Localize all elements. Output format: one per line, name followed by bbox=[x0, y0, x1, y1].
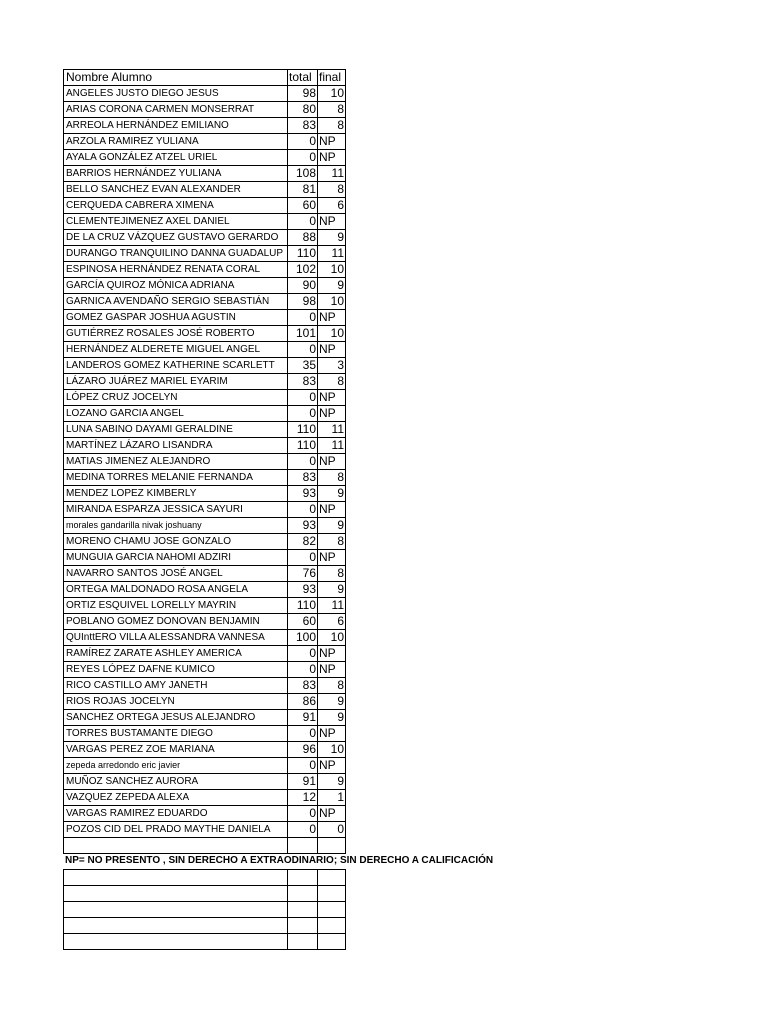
student-row bbox=[64, 790, 346, 806]
student-final: 10 bbox=[318, 262, 346, 278]
student-final: 9 bbox=[318, 518, 346, 534]
student-total: 110 bbox=[288, 246, 318, 262]
student-total: 35 bbox=[288, 358, 318, 374]
blank-cell bbox=[318, 902, 346, 918]
student-final: NP bbox=[318, 662, 346, 678]
student-total: 100 bbox=[288, 630, 318, 646]
student-row bbox=[64, 342, 346, 358]
student-total: 91 bbox=[288, 774, 318, 790]
student-row bbox=[64, 150, 346, 166]
student-total: 0 bbox=[288, 390, 318, 406]
student-row bbox=[64, 486, 346, 502]
student-total: 93 bbox=[288, 582, 318, 598]
student-final: 10 bbox=[318, 326, 346, 342]
student-final: NP bbox=[318, 406, 346, 422]
student-name: MARTÍNEZ LÁZARO LISANDRA bbox=[64, 438, 288, 454]
student-row bbox=[64, 310, 346, 326]
student-final: NP bbox=[318, 390, 346, 406]
student-row bbox=[64, 86, 346, 102]
student-row bbox=[64, 758, 346, 774]
student-row bbox=[64, 390, 346, 406]
empty-cell bbox=[288, 838, 318, 854]
student-row bbox=[64, 182, 346, 198]
student-row bbox=[64, 134, 346, 150]
student-final: 8 bbox=[318, 470, 346, 486]
student-name: ARZOLA RAMIREZ YULIANA bbox=[64, 134, 288, 150]
student-name: ORTIZ ESQUIVEL LORELLY MAYRIN bbox=[64, 598, 288, 614]
student-row bbox=[64, 822, 346, 838]
student-row bbox=[64, 630, 346, 646]
student-final: NP bbox=[318, 806, 346, 822]
student-row bbox=[64, 230, 346, 246]
header-row bbox=[64, 70, 346, 86]
student-total: 96 bbox=[288, 742, 318, 758]
student-row bbox=[64, 198, 346, 214]
student-total: 93 bbox=[288, 518, 318, 534]
student-final: 11 bbox=[318, 246, 346, 262]
student-name: MORENO CHAMU JOSE GONZALO bbox=[64, 534, 288, 550]
student-final: 8 bbox=[318, 534, 346, 550]
student-total: 0 bbox=[288, 758, 318, 774]
student-name: GARNICA AVENDAÑO SERGIO SEBASTIÁN bbox=[64, 294, 288, 310]
blank-row bbox=[64, 886, 346, 902]
blank-cell bbox=[64, 934, 288, 950]
student-total: 83 bbox=[288, 118, 318, 134]
blank-cell bbox=[288, 870, 318, 886]
student-final: 3 bbox=[318, 358, 346, 374]
student-row bbox=[64, 806, 346, 822]
student-row bbox=[64, 726, 346, 742]
student-total: 110 bbox=[288, 422, 318, 438]
empty-cell bbox=[64, 838, 288, 854]
student-row bbox=[64, 422, 346, 438]
student-final: 9 bbox=[318, 582, 346, 598]
student-final: 10 bbox=[318, 86, 346, 102]
student-total: 0 bbox=[288, 310, 318, 326]
student-total: 0 bbox=[288, 214, 318, 230]
student-total: 82 bbox=[288, 534, 318, 550]
student-total: 12 bbox=[288, 790, 318, 806]
student-name: VARGAS PEREZ ZOE MARIANA bbox=[64, 742, 288, 758]
student-name: BARRIOS HERNÁNDEZ YULIANA bbox=[64, 166, 288, 182]
student-row bbox=[64, 246, 346, 262]
header-total: total bbox=[288, 70, 318, 86]
student-name: ANGELES JUSTO DIEGO JESUS bbox=[64, 86, 288, 102]
student-total: 90 bbox=[288, 278, 318, 294]
grades-table bbox=[63, 69, 346, 854]
student-name: ORTEGA MALDONADO ROSA ANGELA bbox=[64, 582, 288, 598]
student-final: 9 bbox=[318, 230, 346, 246]
student-final: NP bbox=[318, 758, 346, 774]
student-name: HERNÁNDEZ ALDERETE MIGUEL ANGEL bbox=[64, 342, 288, 358]
student-name: morales gandarilla nivak joshuany bbox=[64, 518, 288, 534]
student-final: 8 bbox=[318, 118, 346, 134]
student-final: NP bbox=[318, 502, 346, 518]
student-total: 93 bbox=[288, 486, 318, 502]
student-total: 110 bbox=[288, 438, 318, 454]
student-final: 11 bbox=[318, 598, 346, 614]
student-name: MENDEZ LOPEZ KIMBERLY bbox=[64, 486, 288, 502]
student-row bbox=[64, 406, 346, 422]
student-final: NP bbox=[318, 646, 346, 662]
blank-cell bbox=[318, 934, 346, 950]
student-total: 0 bbox=[288, 502, 318, 518]
blank-cell bbox=[64, 918, 288, 934]
student-row bbox=[64, 582, 346, 598]
student-final: 11 bbox=[318, 438, 346, 454]
student-name: GOMEZ GASPAR JOSHUA AGUSTIN bbox=[64, 310, 288, 326]
student-final: 11 bbox=[318, 166, 346, 182]
student-row bbox=[64, 214, 346, 230]
student-row bbox=[64, 518, 346, 534]
blank-cell bbox=[64, 886, 288, 902]
student-row bbox=[64, 438, 346, 454]
student-row bbox=[64, 262, 346, 278]
student-row bbox=[64, 566, 346, 582]
student-total: 102 bbox=[288, 262, 318, 278]
student-row bbox=[64, 694, 346, 710]
student-name: LÓPEZ CRUZ JOCELYN bbox=[64, 390, 288, 406]
empty-cell bbox=[318, 838, 346, 854]
student-name: QUInttERO VILLA ALESSANDRA VANNESA bbox=[64, 630, 288, 646]
student-row bbox=[64, 166, 346, 182]
student-final: 8 bbox=[318, 566, 346, 582]
footnote: NP= NO PRESENTO , SIN DERECHO A EXTRAODINARIO; SIN DERECHO A CALIFICACIÓN bbox=[65, 855, 494, 866]
student-row bbox=[64, 454, 346, 470]
student-name: LÁZARO JUÁREZ MARIEL EYARIM bbox=[64, 374, 288, 390]
student-name: GARCÍA QUIROZ MÓNICA ADRIANA bbox=[64, 278, 288, 294]
student-final: 10 bbox=[318, 742, 346, 758]
student-name: DURANGO TRANQUILINO DANNA GUADALUP bbox=[64, 246, 288, 262]
student-row bbox=[64, 502, 346, 518]
student-final: 1 bbox=[318, 790, 346, 806]
student-name: LANDEROS GOMEZ KATHERINE SCARLETT bbox=[64, 358, 288, 374]
student-row bbox=[64, 102, 346, 118]
student-final: 8 bbox=[318, 102, 346, 118]
student-name: VARGAS RAMIREZ EDUARDO bbox=[64, 806, 288, 822]
student-final: NP bbox=[318, 454, 346, 470]
student-total: 80 bbox=[288, 102, 318, 118]
student-final: 8 bbox=[318, 374, 346, 390]
student-total: 0 bbox=[288, 806, 318, 822]
student-total: 0 bbox=[288, 134, 318, 150]
student-total: 88 bbox=[288, 230, 318, 246]
student-total: 91 bbox=[288, 710, 318, 726]
student-final: 9 bbox=[318, 278, 346, 294]
student-final: NP bbox=[318, 134, 346, 150]
blank-row bbox=[64, 902, 346, 918]
blank-cell bbox=[288, 934, 318, 950]
student-total: 108 bbox=[288, 166, 318, 182]
student-name: RIOS ROJAS JOCELYN bbox=[64, 694, 288, 710]
student-final: 0 bbox=[318, 822, 346, 838]
student-final: 11 bbox=[318, 422, 346, 438]
student-row bbox=[64, 326, 346, 342]
student-name: MUNGUIA GARCIA NAHOMI ADZIRI bbox=[64, 550, 288, 566]
student-final: 6 bbox=[318, 198, 346, 214]
blank-cell bbox=[64, 870, 288, 886]
student-total: 0 bbox=[288, 662, 318, 678]
student-row bbox=[64, 358, 346, 374]
student-row bbox=[64, 470, 346, 486]
student-name: ESPINOSA HERNÁNDEZ RENATA CORAL bbox=[64, 262, 288, 278]
student-total: 0 bbox=[288, 646, 318, 662]
student-total: 0 bbox=[288, 822, 318, 838]
student-final: NP bbox=[318, 550, 346, 566]
student-total: 101 bbox=[288, 326, 318, 342]
student-name: MATIAS JIMENEZ ALEJANDRO bbox=[64, 454, 288, 470]
student-total: 60 bbox=[288, 614, 318, 630]
student-name: POBLANO GOMEZ DONOVAN BENJAMIN bbox=[64, 614, 288, 630]
student-total: 0 bbox=[288, 726, 318, 742]
student-name: TORRES BUSTAMANTE DIEGO bbox=[64, 726, 288, 742]
student-name: ARREOLA HERNÁNDEZ EMILIANO bbox=[64, 118, 288, 134]
student-name: SANCHEZ ORTEGA JESUS ALEJANDRO bbox=[64, 710, 288, 726]
student-row bbox=[64, 774, 346, 790]
empty-row bbox=[64, 838, 346, 854]
header-final: final bbox=[318, 70, 346, 86]
student-row bbox=[64, 118, 346, 134]
student-total: 0 bbox=[288, 406, 318, 422]
blank-cell bbox=[318, 886, 346, 902]
student-final: 10 bbox=[318, 294, 346, 310]
student-total: 0 bbox=[288, 342, 318, 358]
student-total: 0 bbox=[288, 454, 318, 470]
blank-row bbox=[64, 918, 346, 934]
student-name: zepeda arredondo eric javier bbox=[64, 758, 288, 774]
student-total: 83 bbox=[288, 374, 318, 390]
student-total: 81 bbox=[288, 182, 318, 198]
blank-cell bbox=[288, 902, 318, 918]
student-name: MEDINA TORRES MELANIE FERNANDA bbox=[64, 470, 288, 486]
student-total: 86 bbox=[288, 694, 318, 710]
student-name: ARIAS CORONA CARMEN MONSERRAT bbox=[64, 102, 288, 118]
student-name: GUTIÉRREZ ROSALES JOSÉ ROBERTO bbox=[64, 326, 288, 342]
student-row bbox=[64, 678, 346, 694]
student-row bbox=[64, 374, 346, 390]
student-row bbox=[64, 662, 346, 678]
blank-cell bbox=[318, 870, 346, 886]
blank-row bbox=[64, 934, 346, 950]
student-row bbox=[64, 534, 346, 550]
student-total: 83 bbox=[288, 470, 318, 486]
student-total: 60 bbox=[288, 198, 318, 214]
student-name: VAZQUEZ ZEPEDA ALEXA bbox=[64, 790, 288, 806]
blank-rows-table bbox=[63, 869, 346, 950]
student-final: 9 bbox=[318, 774, 346, 790]
student-final: NP bbox=[318, 214, 346, 230]
header-name: Nombre Alumno bbox=[64, 70, 288, 86]
student-total: 83 bbox=[288, 678, 318, 694]
student-name: CERQUEDA CABRERA XIMENA bbox=[64, 198, 288, 214]
student-name: NAVARRO SANTOS JOSÉ ANGEL bbox=[64, 566, 288, 582]
blank-cell bbox=[318, 918, 346, 934]
student-final: 6 bbox=[318, 614, 346, 630]
student-name: AYALA GONZÁLEZ ATZEL URIEL bbox=[64, 150, 288, 166]
student-total: 110 bbox=[288, 598, 318, 614]
student-row bbox=[64, 742, 346, 758]
student-row bbox=[64, 550, 346, 566]
student-name: LUNA SABINO DAYAMI GERALDINE bbox=[64, 422, 288, 438]
student-name: REYES LÓPEZ DAFNE KUMICO bbox=[64, 662, 288, 678]
blank-cell bbox=[64, 902, 288, 918]
student-final: 10 bbox=[318, 630, 346, 646]
student-row bbox=[64, 646, 346, 662]
student-row bbox=[64, 294, 346, 310]
student-name: CLEMENTEJIMENEZ AXEL DANIEL bbox=[64, 214, 288, 230]
student-name: BELLO SANCHEZ EVAN ALEXANDER bbox=[64, 182, 288, 198]
student-name: RAMÍREZ ZARATE ASHLEY AMERICA bbox=[64, 646, 288, 662]
student-final: 9 bbox=[318, 710, 346, 726]
student-final: NP bbox=[318, 150, 346, 166]
blank-cell bbox=[288, 918, 318, 934]
student-final: 8 bbox=[318, 678, 346, 694]
student-final: NP bbox=[318, 310, 346, 326]
student-name: MUÑOZ SANCHEZ AURORA bbox=[64, 774, 288, 790]
student-final: 9 bbox=[318, 486, 346, 502]
blank-cell bbox=[288, 886, 318, 902]
student-row bbox=[64, 278, 346, 294]
student-total: 0 bbox=[288, 550, 318, 566]
student-final: NP bbox=[318, 342, 346, 358]
student-total: 76 bbox=[288, 566, 318, 582]
student-final: 9 bbox=[318, 694, 346, 710]
student-total: 98 bbox=[288, 86, 318, 102]
student-name: DE LA CRUZ VÁZQUEZ GUSTAVO GERARDO bbox=[64, 230, 288, 246]
student-final: 8 bbox=[318, 182, 346, 198]
student-final: NP bbox=[318, 726, 346, 742]
student-row bbox=[64, 710, 346, 726]
student-name: LOZANO GARCIA ANGEL bbox=[64, 406, 288, 422]
student-total: 98 bbox=[288, 294, 318, 310]
blank-row bbox=[64, 870, 346, 886]
student-row bbox=[64, 614, 346, 630]
student-row bbox=[64, 598, 346, 614]
student-name: MIRANDA ESPARZA JESSICA SAYURI bbox=[64, 502, 288, 518]
student-name: POZOS CID DEL PRADO MAYTHE DANIELA bbox=[64, 822, 288, 838]
student-total: 0 bbox=[288, 150, 318, 166]
student-name: RICO CASTILLO AMY JANETH bbox=[64, 678, 288, 694]
